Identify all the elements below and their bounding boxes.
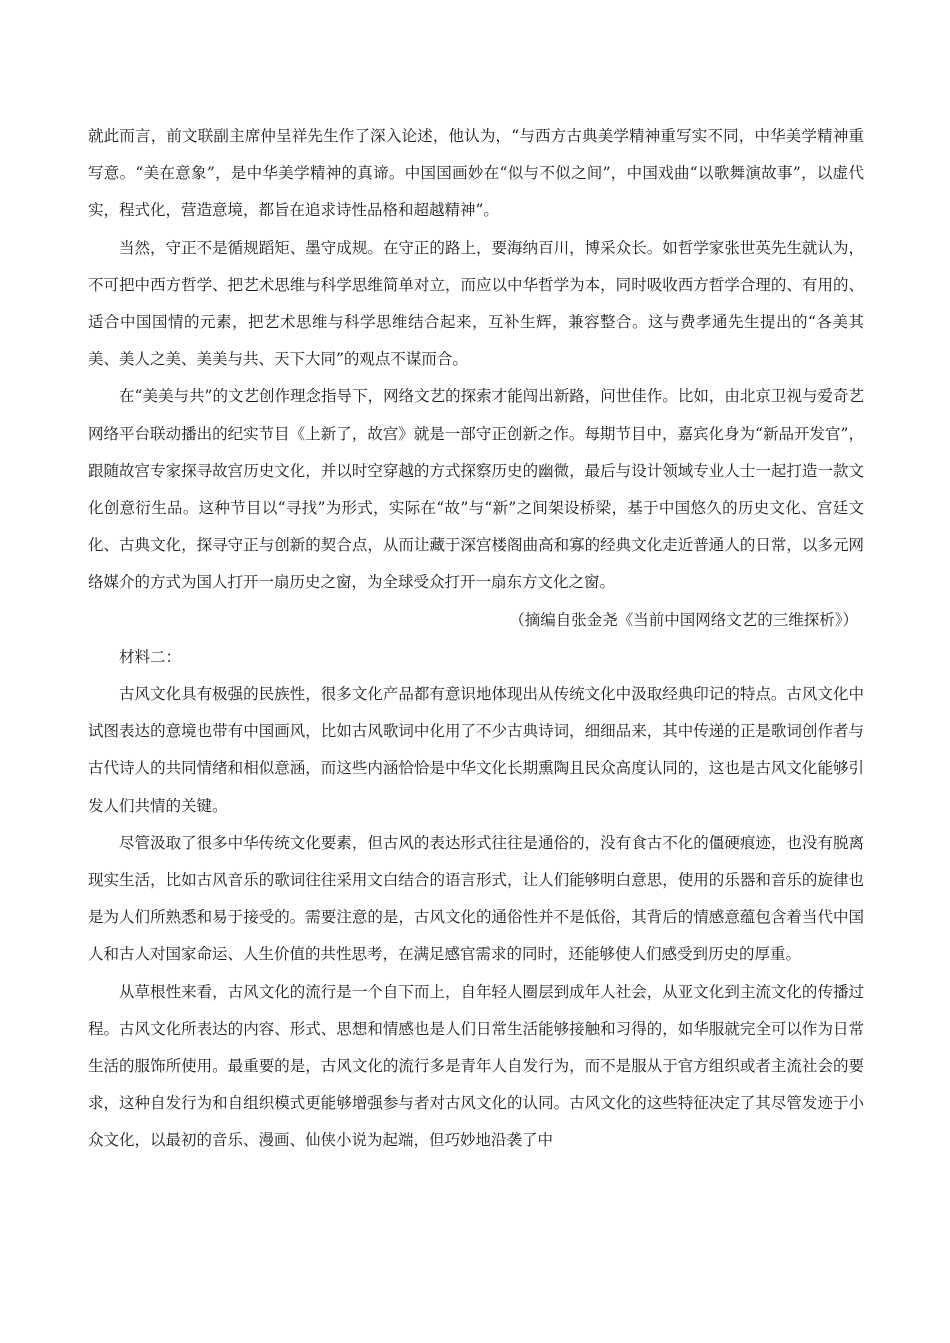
paragraph: 从草根性来看，古风文化的流行是一个自下而上，自年轻人圈层到成年人社会，从亚文化到主流文化的传播过程。古风文化所表达的内容、形式、思想和情感也是人们日常生活能够接触和习得的，如华服就完全可以作为日常生活的服饰所使用。最重要的是，古风文化的流行多是青年人自发行为，而不是服从于官方组织或者主流社会的要求，这种自发行为和自组织模式更能够增强参与者对古风文化的认同。古风文化的这些特征决定了其尽管发迹于小众文化，以最初的音乐、漫画、仙侠小说为起端，但巧妙地沿袭了中 — [88, 982, 864, 1150]
paragraph-continued: 就此而言，前文联副主席仲呈祥先生作了深入论述，他认为，“与西方古典美学精神重写实不同，中华美学精神重写意。“美在意象”，是中华美学精神的真谛。中国国画妙在“似与不似之间”，中国戏曲“以歌舞演故事”，以虚代实，程式化，营造意境，都旨在追求诗性品格和超越精神”。 — [88, 127, 864, 220]
paragraph: 在“美美与共”的文艺创作理念指导下，网络文艺的探索才能闯出新路，问世佳作。比如，由北京卫视与爱奇艺网络平台联动播出的纪实节目《上新了，故宫》就是一部守正创新之作。每期节目中，嘉宾化身为“新品开发官”，跟随故宫专家探寻故宫历史文化，并以时空穿越的方式探察历史的幽微，最后与设计领域专业人士一起打造一款文化创意衍生品。这种节目以“寻找”为形式，实际在“故”与“新”之间架设桥梁，基于中国悠久的历史文化、宫廷文化、古典文化，探寻守正与创新的契合点，从而让藏于深宫楼阁曲高和寡的经典文化走近普通人的日常，以多元网络媒介的方式为国人打开一扇历史之窗，为全球受众打开一扇东方文化之窗。 — [88, 387, 864, 592]
document-body — [88, 118, 864, 1160]
paragraph: 当然，守正不是循规蹈矩、墨守成规。在守正的路上，要海纳百川，博采众长。如哲学家张世英先生就认为，不可把中西方哲学、把艺术思维与科学思维简单对立，而应以中华哲学为本，同时吸收西方哲学合理的、有用的、适合中国国情的元素，把艺术思维与科学思维结合起来，互补生辉，兼容整合。这与费孝通先生提出的“各美其美、美人之美、美美与共、天下大同”的观点不谋而合。 — [88, 238, 864, 369]
material-heading: 材料二： — [119, 647, 182, 666]
paragraph: 古风文化具有极强的民族性，很多文化产品都有意识地体现出从传统文化中汲取经典印记的特点。古风文化中试图表达的意境也带有中国画风，比如古风歌词中化用了不少古典诗词，细细品来，其中传递的正是歌词创作者与古代诗人的共同情绪和相似意涵，而这些内涵恰恰是中华文化长期熏陶且民众高度认同的，这也是古风文化能够引发人们共情的关键。 — [88, 685, 864, 815]
paragraph: 尽管汲取了很多中华传统文化要素，但古风的表达形式往往是通俗的，没有食古不化的僵硬痕迹，也没有脱离现实生活，比如古风音乐的歌词往往采用文白结合的语言形式，让人们能够明白意思，使用的乐器和音乐的旋律也是为人们所熟悉和易于接受的。需要注意的是，古风文化的通俗性并不是低俗，其背后的情感意蕴包含着当代中国人和古人对国家命运、人生价值的共性思考，在满足感官需求的同时，还能够使人们感受到历史的厚重。 — [88, 833, 864, 964]
source-citation: （摘编自张金尧《当前中国网络文艺的三维探析》） — [509, 610, 858, 629]
